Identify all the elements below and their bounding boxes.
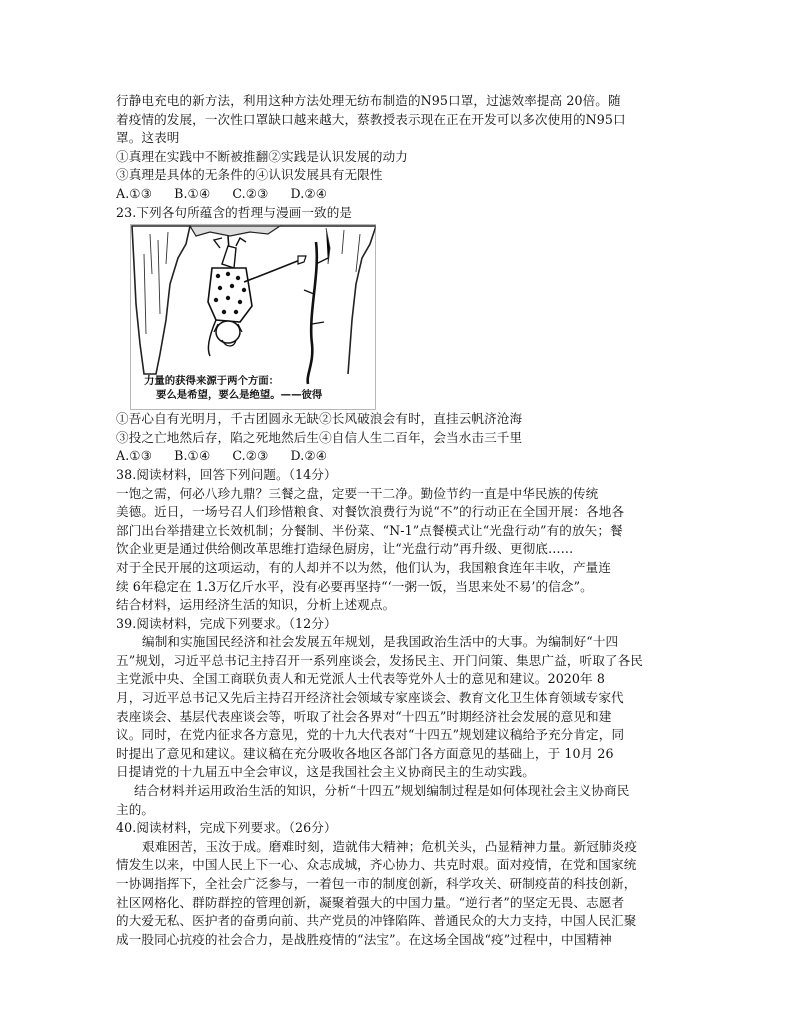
cartoon-figure [130, 224, 376, 410]
text-line: 续 6年稳定在 1.3万亿斤水平，没有必要再坚持“‘一粥一饭，当思来处不易’的信念”。 [116, 578, 593, 594]
text-line: 成一股同心抗疫的社会合力，是战胜疫情的“法宝”。在这场全国战“疫”过程中，中国精神 [116, 931, 612, 947]
option: A.①③ [116, 185, 153, 201]
q23-options [116, 447, 682, 466]
q40-material [116, 838, 682, 950]
text-line: 编制和实施国民经济和社会发展五年规划，是我国政治生活中的大事。为编制好“十四 [142, 634, 619, 650]
q38-material [116, 485, 682, 615]
text-line: 美德。近日，一场号召人们珍惜粮食、对餐饮浪费行为说“不”的行动正在全国开展：各地各 [116, 504, 625, 520]
text-line: 月，习近平总书记又先后主持召开经济社会领域专家座谈会、教育文化卫生体育领域专家代 [116, 690, 624, 706]
text-line: 表座谈会、基层代表座谈会等，听取了社会各界对“十四五”时期经济社会发展的意见和建 [116, 708, 612, 724]
q39-material [116, 633, 682, 782]
q22-statement: ①真理在实践中不断被推翻②实践是认识发展的动力 [116, 148, 408, 164]
cartoon-caption [144, 374, 322, 402]
q22-statement: ③真理是具体的无条件的④认识发展具有无限性 [116, 167, 383, 183]
q23-title: 23.下列各句所蕴含的哲理与漫画一致的是 [116, 204, 353, 220]
text-line: 五”规划，习近平总书记主持召开一系列座谈会，发扬民主、开门问策、集思广益，听取了各民 [116, 652, 643, 668]
text-line: 情发生以来，中国人民上下一心、众志成城，齐心协力、共克时艰。面对疫情，在党和国家统 [116, 857, 637, 873]
q38-title: 38.阅读材料，回答下列问题。（14分） [116, 466, 337, 482]
q39-question: 主的。 [116, 801, 155, 817]
q22-text [116, 92, 682, 148]
option: D.②④ [290, 185, 328, 201]
text-line: 着疫情的发展，一次性口罩缺口越来越大，蔡教授表示现在正在开发可以多次使用的N95口 [116, 111, 626, 127]
caption-line: 力量的获得来源于两个方面： [144, 375, 280, 388]
text-line: 社区网格化、群防群控的管理创新，凝聚着强大的中国力量。“逆行者”的坚定无畏、志愿者 [116, 894, 625, 910]
text-line: 罩。这表明 [116, 130, 180, 146]
option: B.①④ [174, 448, 211, 464]
caption-line: 要么是希望，要么是绝望。——彼得 [156, 389, 323, 402]
text-line: 议。同时，在党内征求各方意见，党的十九大代表对“十四五”规划建议稿给予充分肯定，同 [116, 727, 625, 743]
text-line: 艰难困苦，玉汝于成。磨难时刻，造就伟大精神；危机关头，凸显精神力量。新冠肺炎疫 [142, 838, 638, 854]
text-line: 部门出台举措建立长效机制；分餐制、半份菜、“N-1”点餐模式让“光盘行动”有的放矢；餐 [116, 522, 623, 538]
q23-statement: ①吾心自有光明月，千古团圆永无缺②长风破浪会有时，直挂云帆济沧海 [116, 411, 523, 427]
q23-statement: ③投之亡地然后存，陷之死地然后生④自信人生二百年，会当水击三千里 [116, 429, 523, 445]
option: C.②③ [232, 185, 269, 201]
text-line: 一协调指挥下，全社会广泛参与，一着包一市的制度创新，科学攻关、研制疫苗的科技创新， [116, 876, 637, 891]
q39-question: 结合材料并运用政治生活的知识，分析“十四五”规划编制过程是如何体现社会主义协商民 [134, 783, 630, 799]
text-line: 行静电充电的新方法，利用这种方法处理无纺布制造的N95口罩，过滤效率提高 20倍。随 [116, 93, 621, 108]
option: B.①④ [174, 185, 211, 201]
text-line: 日提请党的十九届五中全会审议，这是我国社会主义协商民主的生动实践。 [116, 764, 535, 780]
option: A.①③ [116, 448, 153, 464]
text-line: 一饱之需，何必八珍九鼎？三餐之盘，定要一干二净。勤俭节约一直是中华民族的传统 [116, 485, 599, 501]
text-line: 饮企业更是通过供给侧改革思维打造绿色厨房，让“光盘行动”再升级、更彻底…… [116, 541, 574, 557]
text-line: 对于全民开展的这项运动，有的人却并不以为然，他们认为，我国粮食连年丰收，产量连 [116, 559, 612, 575]
text-line: 结合材料，运用经济生活的知识，分析上述观点。 [116, 597, 396, 613]
q40-title: 40.阅读材料，完成下列要求。（26分） [116, 820, 337, 836]
q22-options [116, 185, 682, 204]
text-line: 时提出了意见和建议。建议稿在充分吸收各地区各部门各方面意见的基础上，于 10月 26 [116, 745, 614, 761]
text-line: 主党派中央、全国工商联负责人和无党派人士代表等党外人士的意见和建议。2020年 8 [116, 671, 605, 687]
q39-title: 39.阅读材料，完成下列要求。（12分） [116, 615, 337, 631]
exam-page [116, 92, 682, 949]
text-line: 的大爱无私、医护者的奋勇向前、共产党员的冲锋陷阵、普通民众的大力支持，中国人民汇聚 [116, 913, 637, 929]
option: C.②③ [232, 448, 269, 464]
option: D.②④ [290, 448, 328, 464]
